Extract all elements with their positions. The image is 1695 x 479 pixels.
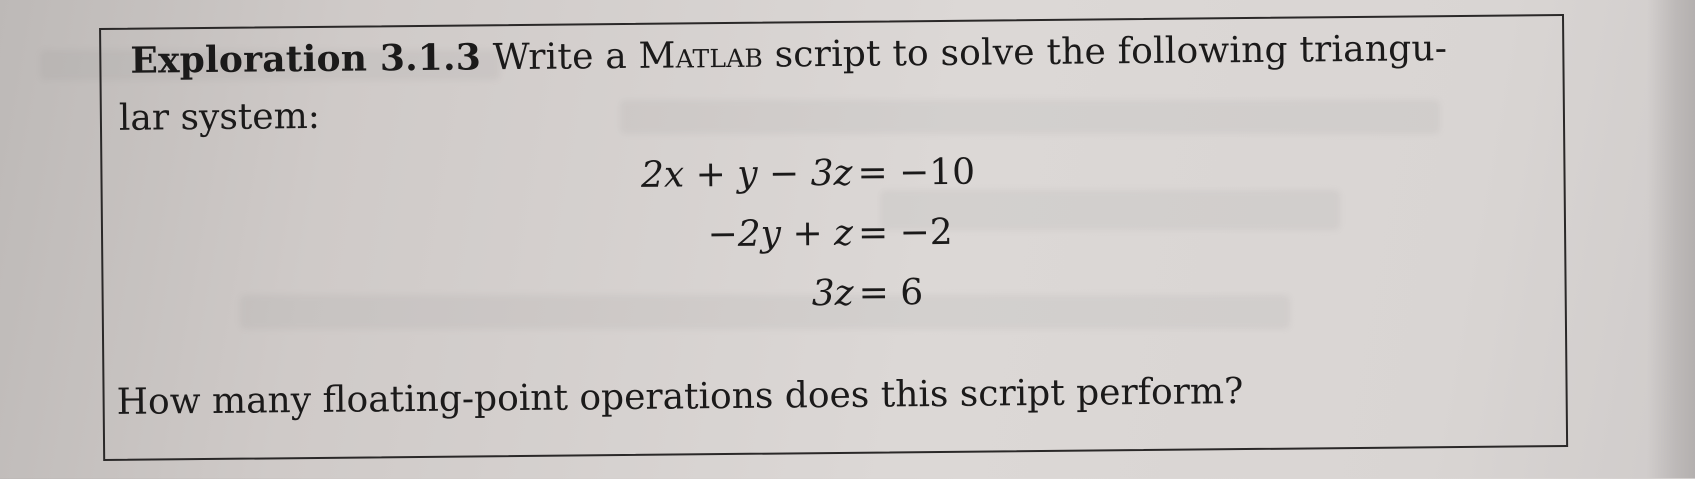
intro-text-line2: lar system:	[118, 95, 321, 139]
intro-text-before: Write a	[492, 35, 639, 79]
equation-rhs: = −10	[857, 151, 976, 194]
equation-row	[558, 210, 1179, 276]
intro-text-after: script to solve the following triangu-	[762, 28, 1448, 76]
equation-rhs: = 6	[858, 272, 924, 314]
equation-lhs: 2x + y − 3z	[640, 152, 853, 196]
exploration-label: Exploration 3.1.3	[130, 36, 482, 82]
question-text: How many floating-point operations does this script perform?	[116, 371, 1244, 423]
equation-lhs: −2y + z	[707, 212, 854, 256]
equation-rhs: = −2	[857, 211, 953, 254]
equation-row	[557, 150, 1178, 216]
software-name: Matlab	[638, 34, 764, 77]
equation-system	[557, 150, 1179, 336]
equation-lhs: 3z	[811, 272, 854, 315]
equation-row	[558, 270, 1179, 336]
